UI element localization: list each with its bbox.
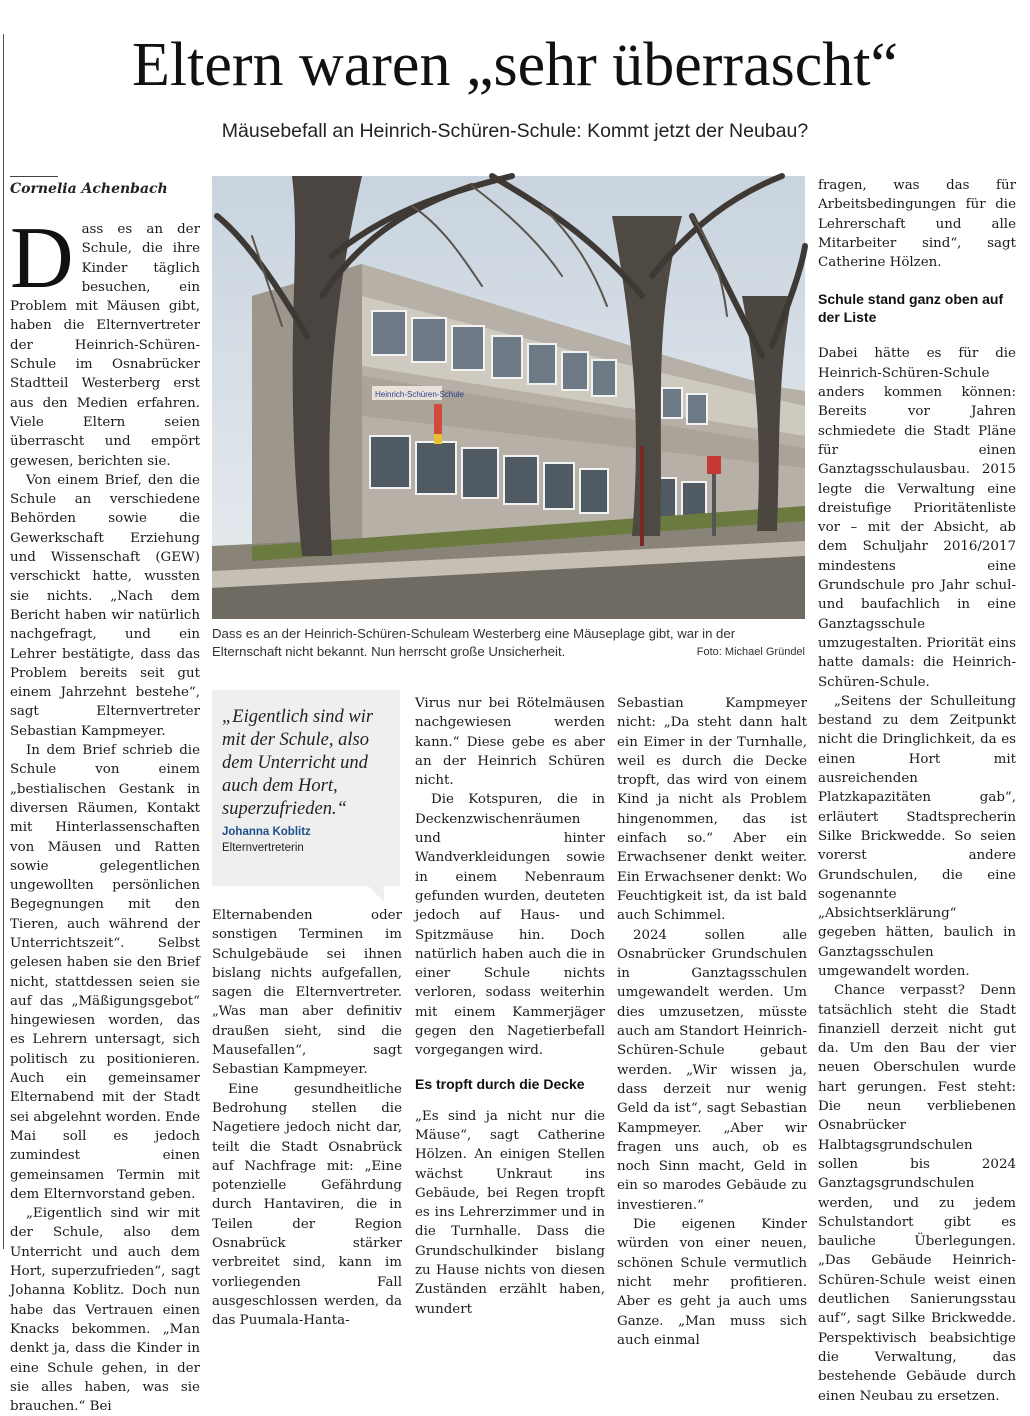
- section-subhead: Es tropft durch die Decke: [415, 1075, 585, 1092]
- author-rule: [10, 176, 58, 177]
- paragraph: Chance verpasst? Denn tatsächlich steht die Stadt finanziell derzeit nicht gut da. Um den Bau der vier neuen Oberschulen wurde hart gerungen. Fest steht: Die neun verbliebenen Osnabrücker Halbtagsgrundschulen sollen bis 2024 Ganztagsgrundschulen werden, und zu jedem Schulstandort gibt es bauliche Überlegungen. „Das Gebäude Heinrich-Schüren-Schule weist einen deutlichen Sanierungsstau auf“, sagt Silke Brickwedde. Perspektivisch beabsichtige die Verwaltung, das bestehende Gebäude durch einen Neubau zu ersetzen.: [818, 983, 1016, 1404]
- column-3: [415, 694, 605, 1317]
- paragraph: 2024 sollen alle Osnabrücker Grundschulen in Ganztagsschulen umgewandelt werden. Um dies umzusetzen, müsste auch am Standort Heinrich-Schüren-Schule gebaut werden. „Wir wissen ja, dass derzeit nur wenig Geld da ist“, sagt Sebastian Kampmeyer. „Aber wir fragen uns auch, ob es noch Sinn macht, Geld in ein so marodes Gebäude zu investieren.“: [617, 927, 807, 1213]
- photo-credit: Foto: Michael Gründel: [696, 646, 805, 658]
- paragraph: Dabei hätte es für die Heinrich-Schüren-Schule anders kommen können: Bereits vor Jahren schmiedete die Stadt Pläne für einen Ganztagsschulausbau. 2015 legte die Verwaltung eine dreistufige Prioritätenliste vor – mit der Absicht, ab dem Schuljahr 2016/2017 mindestens eine Grundschule pro Jahr schul- und baufachlich in eine Ganztagsschule umzugestalten. Priorität eins hatte damals: die Heinrich-Schüren-Schule.: [818, 346, 1016, 690]
- pull-quote-notch: [368, 886, 384, 902]
- author-byline: Cornelia Achenbach: [10, 181, 168, 197]
- paragraph-text: ass es an der Schule, die ihre Kinder täglich besuchen, ein Problem mit Mäusen gibt, haben die Elternvertreter der Heinrich-Schüren-Schule im Osnabrücker Stadtteil Westerberg erst aus den Medien erfahren. Viele Eltern seien überrascht und empört gewesen, berichten sie.: [10, 222, 200, 469]
- pull-quote-text: „Eigentlich sind wir mit der Schule, also dem Unterricht und auch dem Hort, superzufrieden.“: [222, 707, 374, 819]
- paragraph: Sebastian Kampmeyer nicht: „Da steht dann halt ein Eimer in der Turnhalle, weil es durch die Decke tropft, das wird von einem Kind ja nicht als Problem hingenommen, das ist einfach so.“ Aber ein Erwachsener denkt weiter. Ein Erwachsener denkt: Wo Feuchtigkeit ist, da ist bald auch Schimmel.: [617, 696, 807, 924]
- column-5: [818, 176, 1016, 1404]
- pull-quote-author: Johanna Koblitz: [222, 826, 311, 838]
- left-margin-rule: [3, 34, 4, 1249]
- column-1: [10, 180, 200, 1415]
- paragraph: Die Kotspuren, die in Deckenzwischenräumen und hinter Wandverkleidungen sowie in einem Nebenraum gefunden wurden, deuteten jedoch auf Haus- und Spitzmäuse hin. Doch natürlich haben auch die in einer Schule nichts verloren, sodass weiterhin mit einem Kammerjäger gegen den Nagetierbefall vorgegangen wird.: [415, 792, 605, 1059]
- subheadline: Mäusebefall an Heinrich-Schüren-Schule: Kommt jetzt der Neubau?: [221, 120, 809, 142]
- paragraph: „Seitens der Schulleitung bestand zu dem Zeitpunkt nicht die Dringlichkeit, da es einen Hort mit ausreichenden Platzkapazitäten gab“, erläutert Stadtsprecherin Silke Brickwedde. So seien vorerst andere Grundschulen, die eine sogenannte „Absichtserklärung“ gegeben hätten, baulich in Ganztagsschulen umgewandelt worden.: [818, 693, 1016, 979]
- column-2: [212, 906, 402, 1329]
- paragraph: Virus nur bei Rötelmäusen nachgewiesen werden kann.“ Diese gebe es aber an der Heinrich Schüren nicht.: [415, 696, 605, 789]
- paragraph: Elternabenden oder sonstigen Terminen im Schulgebäude sei ihnen bislang nichts aufgefallen, sagen die Elternvertreter. „Was man aber definitiv draußen sieht, sind die Mausefallen“, sagt Sebastian Kampmeyer.: [212, 908, 402, 1078]
- paragraph: „Es sind ja nicht nur die Mäuse“, sagt Catherine Hölzen. An einigen Stellen wächst Unkraut ins Gebäude, bei Regen tropft es ins Lehrerzimmer und in die Turnhalle. Dass die Grundschulkinder bislang zu Hause nichts von diesen Zuständen erzählt haben, wundert: [415, 1108, 605, 1317]
- headline: Eltern waren „sehr überrascht“: [132, 31, 898, 99]
- school-photo: [212, 176, 805, 619]
- paragraph: Eine gesundheitliche Bedrohung stellen die Nagetiere jedoch nicht dar, teilt die Stadt Osnabrück auf Nachfrage mit: „Eine potenzielle Gefährdung durch Hantaviren, die in Teilen der Region Osnabrück stärker verbreitet sind, kann im vorliegenden Fall ausgeschlossen werden, da das Puumala-Hanta-: [212, 1081, 402, 1329]
- school-sign-text: Heinrich-Schüren-Schule: [375, 390, 464, 399]
- paragraph: „Eigentlich sind wir mit der Schule, also dem Unterricht und auch dem Hort, superzufrieden“, sagt Johanna Koblitz. Doch nun habe das Vertrauen einen Knacks bekommen. „Man denkt ja, dass die Kinder in eine Schule gehen, in der sie alles haben, was sie brauchen.“ Bei: [10, 1206, 200, 1415]
- school-building-image: [212, 176, 805, 619]
- paragraph: In dem Brief schrieb die Schule von einem „bestialischen Gestank in diversen Räumen, Kontakt mit Hinterlassenschaften von Mäusen und Ratten sowie gelegentlichen ungewollten persönlichen Begegnungen mit den Tieren, auch während der Unterrichtszeit“. Selbst gelesen haben sie den Brief nicht, stattdessen seien sie auf das „Mäßigungsgebot“ hingewiesen worden, das es Lehrern untersagt, sich politisch zu positionieren. Auch ein gemeinsamer Elternabend mit der Stadt sei abgelehnt worden. Ende Mai soll es jedoch zumindest einen gemeinsamen Termin mit dem Elternvorstand geben.: [10, 743, 200, 1202]
- paragraph: Von einem Brief, den die Schule an verschiedene Behörden sowie die Gewerkschaft Erziehung und Wissenschaft (GEW) verschickt hatte, wussten sie nichts. „Nach dem Bericht haben wir natürlich nachgefragt, und ein Lehrer bestätigte, dass das Problem bereits seit gut einem Jahrzehnt bestehe“, sagt Elternvertreter Sebastian Kampmeyer.: [10, 472, 200, 739]
- paragraph: [10, 210, 200, 471]
- photo-caption: Dass es an der Heinrich-Schüren-Schuleam Westerberg eine Mäuseplage gibt, war in der Elternschaft nicht bekannt. Nun herrscht große Unsicherheit.: [212, 626, 736, 659]
- pull-quote-role: Elternvertreterin: [222, 842, 304, 854]
- paragraph: fragen, was das für Arbeitsbedingungen für die Lehrerschaft und alle Mitarbeiter sind“, sagt Catherine Hölzen.: [818, 178, 1016, 271]
- column-4: [617, 694, 807, 1348]
- drop-cap: D: [10, 210, 74, 307]
- section-subhead: Schule stand ganz oben auf der Liste: [818, 291, 1004, 326]
- paragraph: Die eigenen Kinder würden von einer neuen, schönen Schule vermutlich nicht mehr profitieren. Aber es geht ja auch ums Ganze. „Man muss sich auch einmal: [617, 1217, 807, 1348]
